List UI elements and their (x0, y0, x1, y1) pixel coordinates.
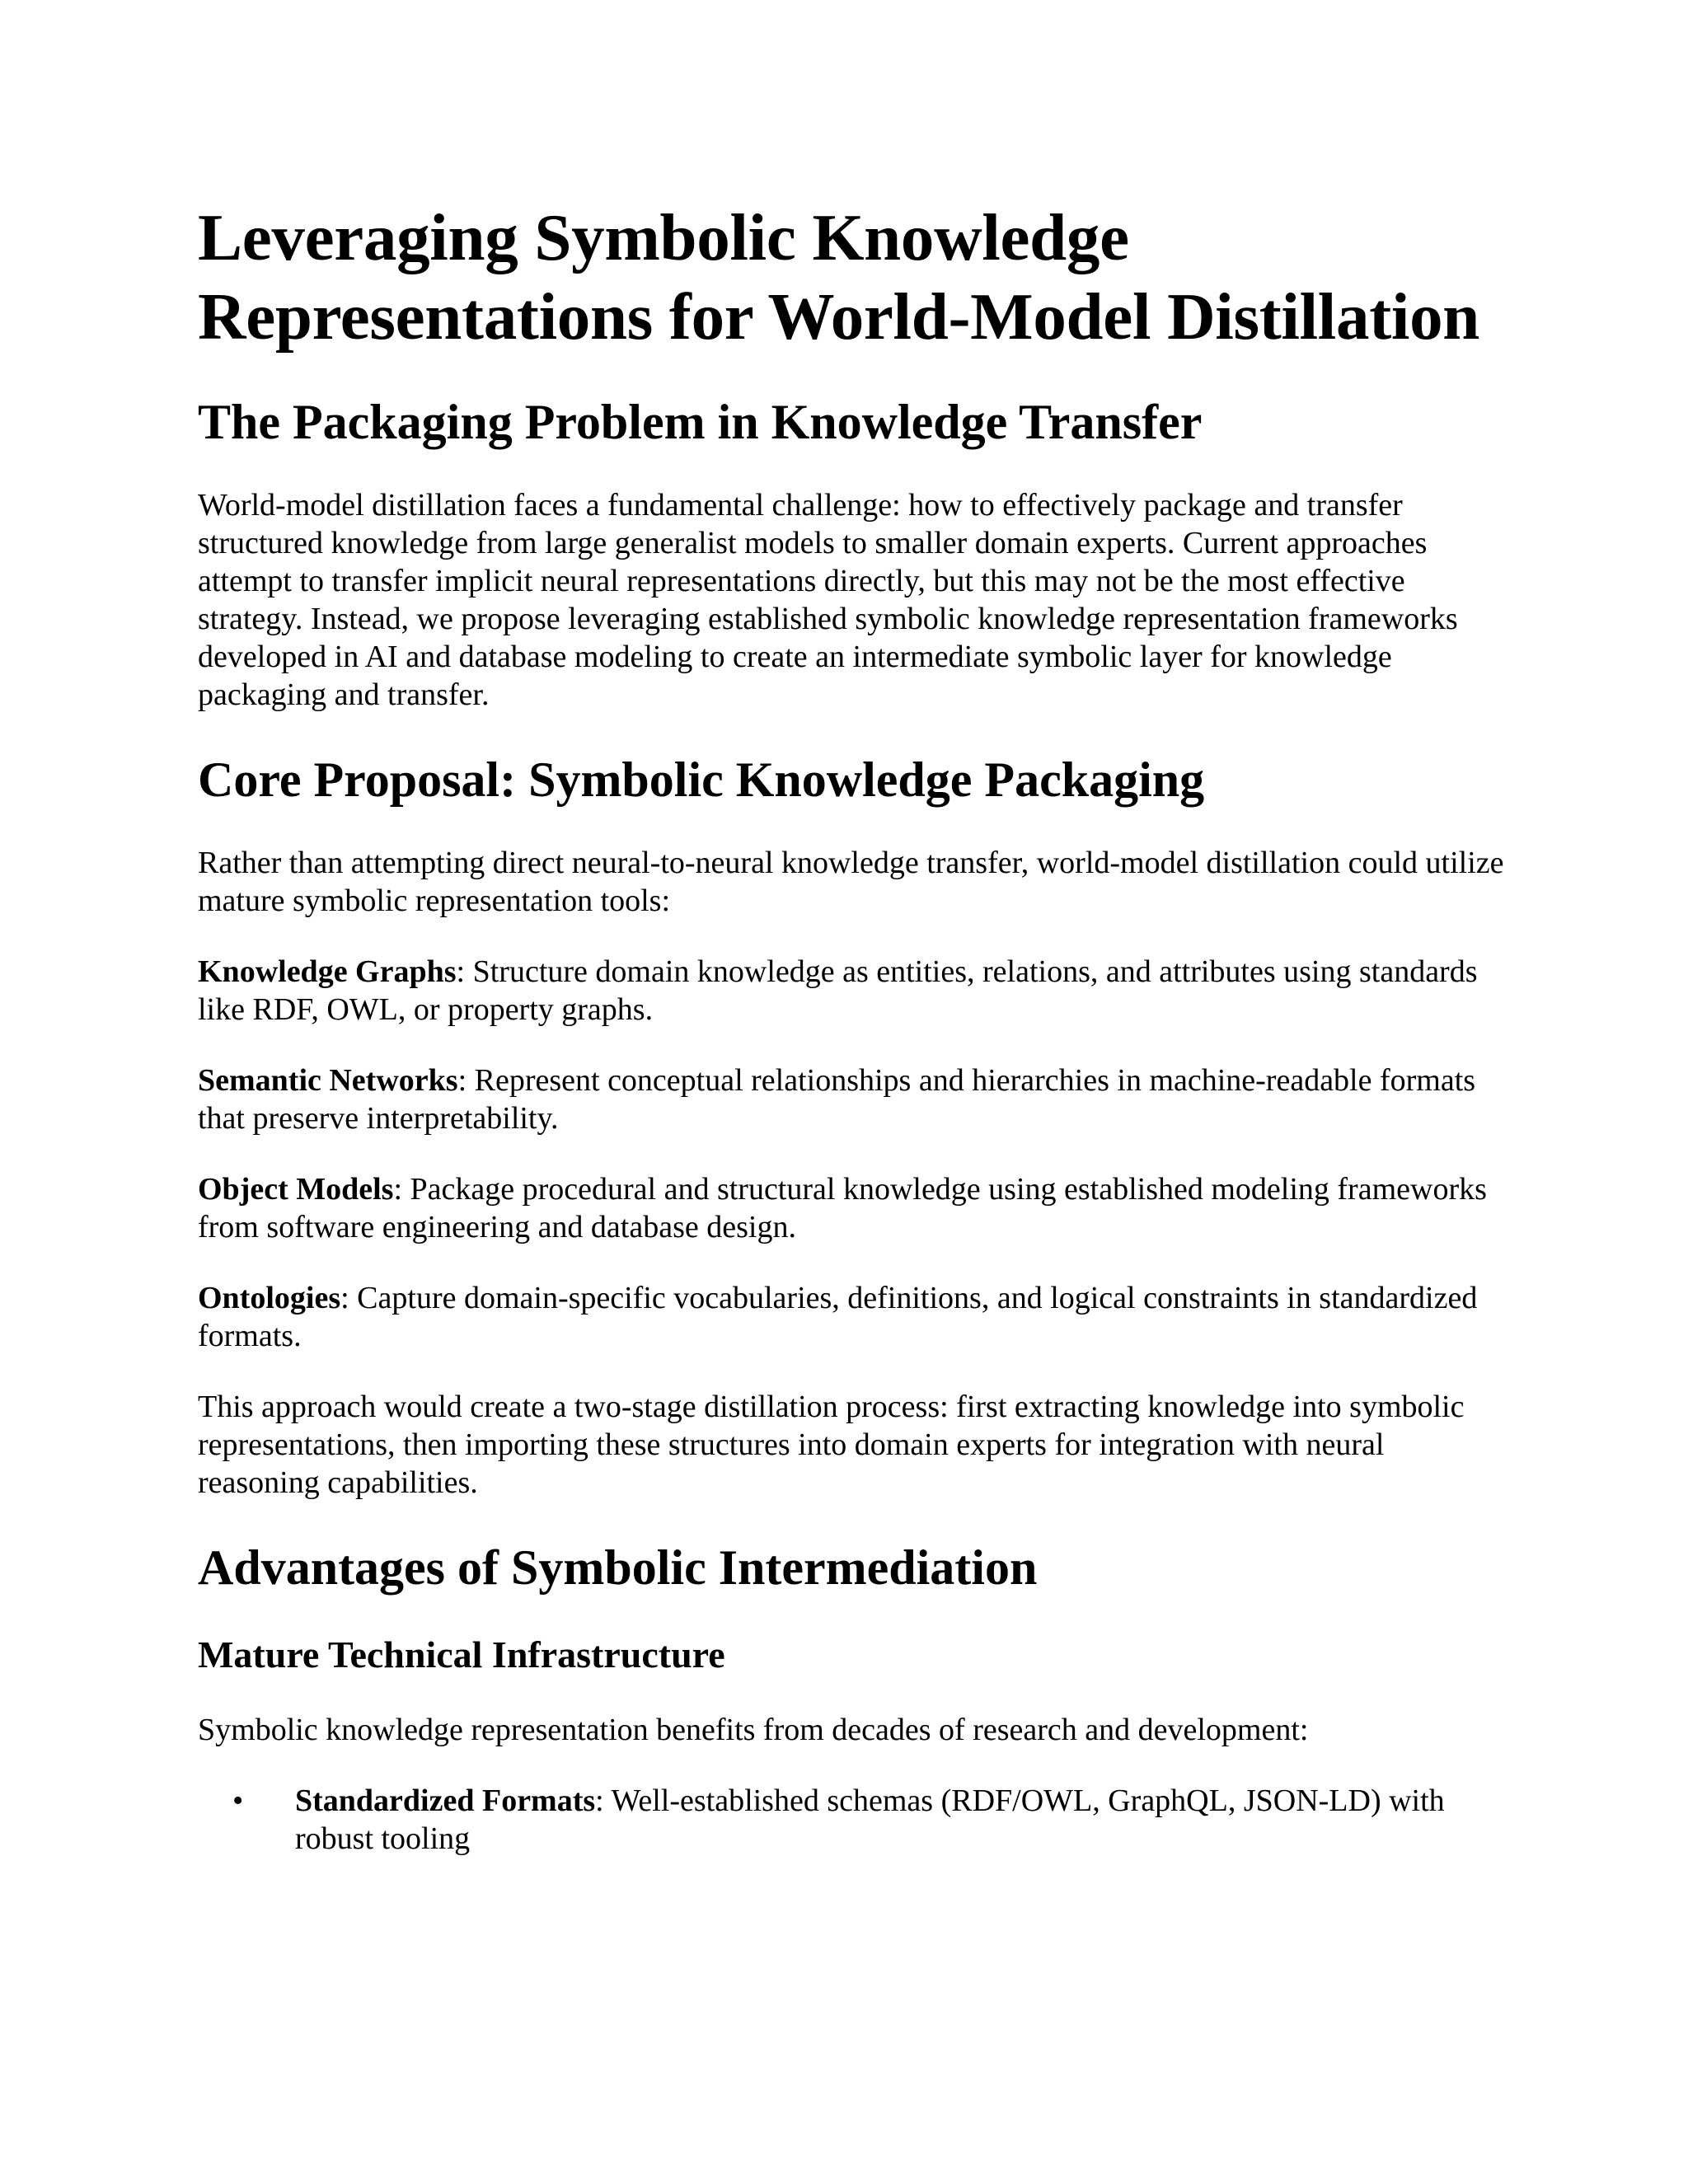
definition-ontologies (198, 1279, 1508, 1355)
section-intro: Rather than attempting direct neural-to-neural knowledge transfer, world-model distillation could utilize mature symbolic representation tools: (198, 846, 1504, 918)
definition-term: Semantic Networks (198, 1063, 458, 1098)
list-item-text: : Well-established schemas (RDF/OWL, GraphQL, JSON-LD) with robust tooling (295, 1783, 1445, 1856)
section-heading: The Packaging Problem in Knowledge Transfer (198, 395, 1203, 449)
section-paragraph: World-model distillation faces a fundamental challenge: how to effectively package and transfer structured knowledge from large generalist models to smaller domain experts. Current approaches attempt to transfer implicit neural representations directly, but this may not be the most effective strategy. Instead, we propose leveraging established symbolic knowledge representation frameworks developed in AI and database modeling to create an intermediate symbolic layer for knowledge packaging and transfer. (198, 488, 1458, 712)
bullet-icon: • (232, 1783, 244, 1818)
definition-term: Object Models (198, 1172, 394, 1207)
section-heading: Core Proposal: Symbolic Knowledge Packaging (198, 752, 1205, 807)
definition-text: : Package procedural and structural knowledge using established modeling frameworks from software engineering and database design. (198, 1172, 1487, 1244)
advantages-list (198, 1782, 1508, 1858)
section-closing: This approach would create a two-stage distillation process: first extracting knowledge into symbolic representations, then importing these structures into domain experts for integration with neural reasoning capabilities. (198, 1390, 1465, 1500)
section-advantages (198, 1538, 1508, 1858)
definition-object-models (198, 1170, 1508, 1246)
definition-knowledge-graphs (198, 953, 1508, 1029)
definition-term: Ontologies (198, 1281, 341, 1315)
document-page (198, 198, 1508, 1887)
subsection-heading: Mature Technical Infrastructure (198, 1633, 725, 1675)
subsection-intro: Symbolic knowledge representation benefits from decades of research and development: (198, 1713, 1309, 1747)
section-heading: Advantages of Symbolic Intermediation (198, 1540, 1038, 1595)
definition-text: : Represent conceptual relationships and hierarchies in machine-readable formats that preserve interpretability. (198, 1063, 1476, 1136)
document-title: Leveraging Symbolic Knowledge Representations for World-Model Distillation (198, 200, 1480, 354)
definition-text: : Structure domain knowledge as entities, relations, and attributes using standards like RDF, OWL, or property graphs. (198, 954, 1478, 1027)
definition-semantic-networks (198, 1062, 1508, 1137)
section-packaging-problem (198, 392, 1508, 714)
list-item-term: Standardized Formats (295, 1783, 596, 1818)
definition-term: Knowledge Graphs (198, 954, 457, 989)
section-core-proposal (198, 750, 1508, 1502)
list-item (198, 1782, 1508, 1858)
definition-text: : Capture domain-specific vocabularies, definitions, and logical constraints in standardized formats. (198, 1281, 1478, 1353)
